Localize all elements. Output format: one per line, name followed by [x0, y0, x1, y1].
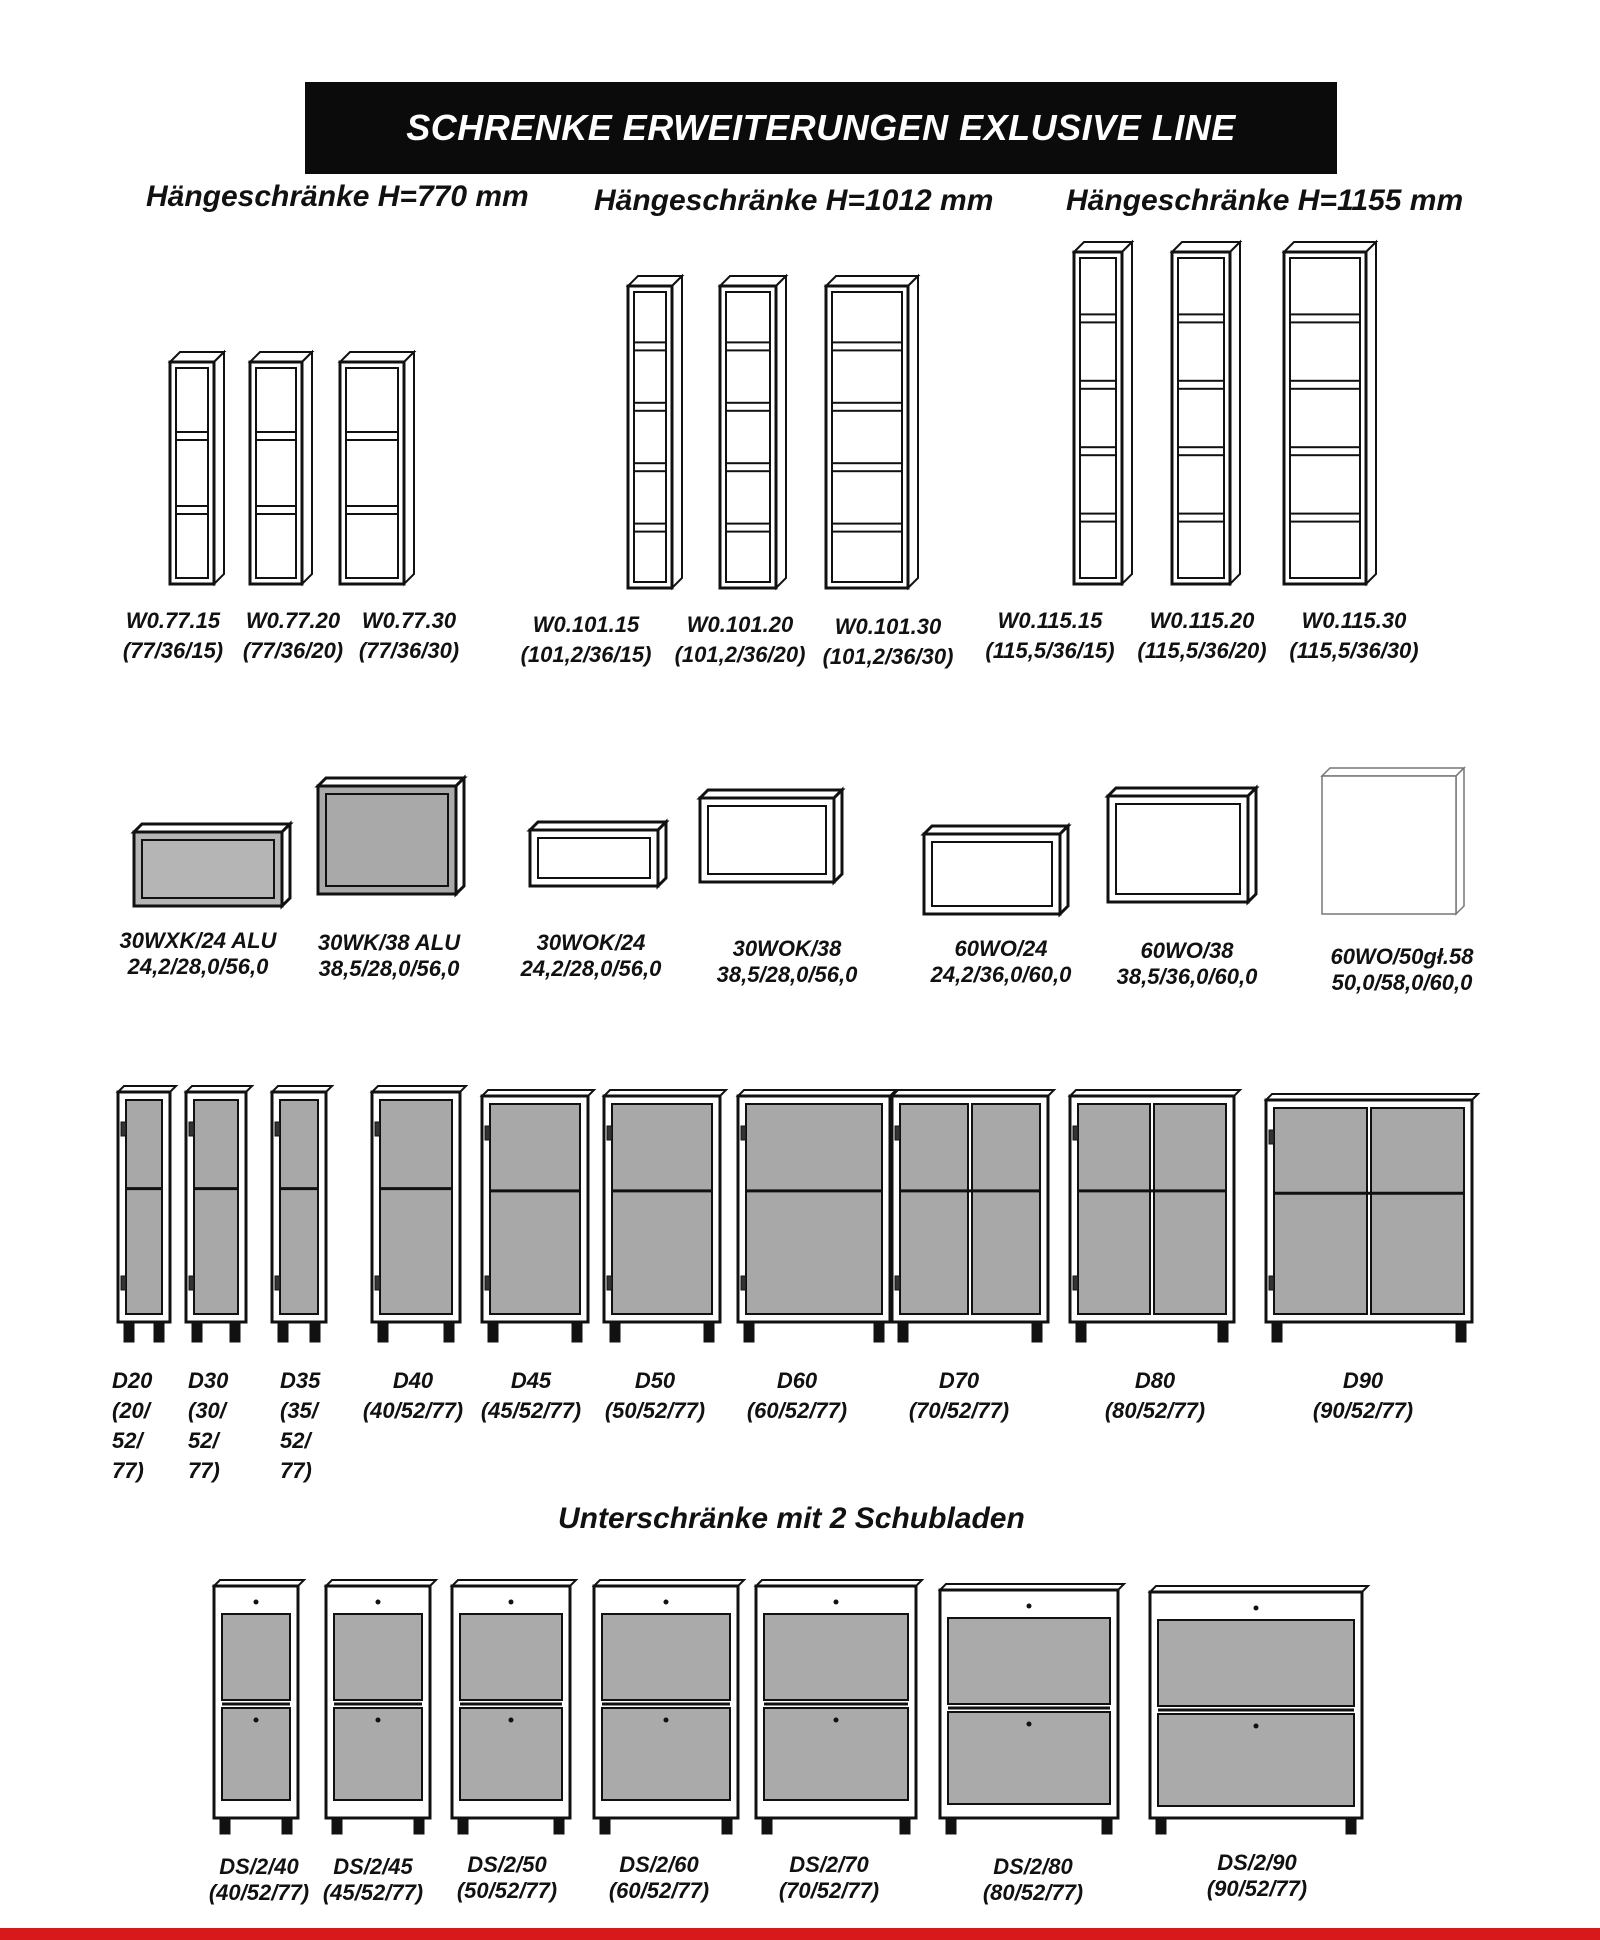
tall-cabinet-8 [1172, 252, 1230, 584]
drawer-handle [509, 1600, 514, 1605]
foot [898, 1322, 908, 1342]
foot [1156, 1818, 1166, 1834]
drawer-handle [1254, 1724, 1259, 1729]
tall-label-8: W0.115.20 (115,5/36/20) [1137, 608, 1267, 663]
foot [154, 1322, 164, 1342]
tall-label-2: W0.77.20 (77/36/20) [242, 608, 344, 663]
base-door [612, 1104, 712, 1314]
shelf [726, 342, 770, 350]
base-door [746, 1104, 882, 1314]
hinge [1073, 1126, 1078, 1140]
foot [220, 1818, 230, 1834]
drawer-top [948, 1618, 1110, 1704]
shelf [1080, 314, 1116, 322]
drawer-handle [664, 1718, 669, 1723]
drawer-top [602, 1614, 730, 1700]
wall-unit-4 [700, 798, 834, 882]
wall-label-4: 30WOK/38 38,5/28,0/56,0 [716, 936, 858, 987]
foot [704, 1322, 714, 1342]
foot [1102, 1818, 1112, 1834]
tall-label-7: W0.115.15 (115,5/36/15) [985, 608, 1115, 663]
base-label-8: D70 (70/52/77) [908, 1368, 1010, 1423]
drawer-handle [834, 1718, 839, 1723]
heading-h1155: Hängeschränke H=1155 mm [1066, 184, 1464, 217]
hinge [121, 1122, 126, 1136]
base-label-9: D80 (80/52/77) [1104, 1368, 1206, 1423]
wall-unit-5 [924, 834, 1060, 914]
foot [900, 1818, 910, 1834]
tall-label-9: W0.115.30 (115,5/36/30) [1289, 608, 1419, 663]
foot [332, 1818, 342, 1834]
drawer-label-6: DS/2/80 (80/52/77) [982, 1854, 1084, 1905]
tall-cabinet-2 [250, 362, 302, 584]
drawer-handle [376, 1600, 381, 1605]
hinge [275, 1122, 280, 1136]
heading-drawers: Unterschränke mit 2 Schubladen [558, 1502, 1025, 1535]
foot [554, 1818, 564, 1834]
tall-cabinet-7 [1074, 252, 1122, 584]
drawer-label-2: DS/2/45 (45/52/77) [322, 1854, 424, 1905]
foot [600, 1818, 610, 1834]
shelf [1080, 514, 1116, 522]
hinge [375, 1122, 380, 1136]
foot [458, 1818, 468, 1834]
wall-unit-2 [318, 786, 456, 894]
drawer-top [460, 1614, 562, 1700]
tall-label-4: W0.101.15 (101,2/36/15) [520, 612, 652, 667]
wall-label-2: 30WK/38 ALU 38,5/28,0/56,0 [317, 930, 461, 981]
shelf [176, 506, 208, 514]
base-label-6: D50 (50/52/77) [604, 1368, 706, 1423]
shelf [1178, 447, 1224, 455]
base-door [194, 1100, 238, 1314]
base-door [490, 1104, 580, 1314]
tall-label-3: W0.77.30 (77/36/30) [358, 608, 460, 663]
base-label-2: D30 (30/ 52/ 77) [188, 1368, 229, 1483]
heading-h1012: Hängeschränke H=1012 mm [594, 184, 994, 217]
shelf [726, 524, 770, 532]
base-door-left [900, 1104, 968, 1314]
shelf [634, 403, 666, 411]
shelf [346, 506, 398, 514]
shelf [1178, 314, 1224, 322]
foot [1346, 1818, 1356, 1834]
shelf [1290, 514, 1360, 522]
base-door [280, 1100, 318, 1314]
shelf [346, 432, 398, 440]
drawer-top [334, 1614, 422, 1700]
base-label-10: D90 (90/52/77) [1312, 1368, 1414, 1423]
hinge [895, 1126, 900, 1140]
hinge [1269, 1130, 1274, 1144]
hinge [895, 1276, 900, 1290]
wall-unit-6 [1108, 796, 1248, 902]
shelf [726, 463, 770, 471]
drawer-top [1158, 1620, 1354, 1706]
foot [1456, 1322, 1466, 1342]
base-label-4: D40 (40/52/77) [362, 1368, 464, 1423]
hinge [485, 1276, 490, 1290]
hinge [607, 1126, 612, 1140]
drawer-label-4: DS/2/60 (60/52/77) [608, 1852, 710, 1903]
heading-h770: Hängeschränke H=770 mm [146, 180, 529, 213]
foot [1272, 1322, 1282, 1342]
shelf [1080, 381, 1116, 389]
shelf [1290, 447, 1360, 455]
shelf [634, 463, 666, 471]
drawer-handle [376, 1718, 381, 1723]
wall-unit-7 [1322, 776, 1456, 914]
foot [572, 1322, 582, 1342]
foot [414, 1818, 424, 1834]
base-door-right [1154, 1104, 1226, 1314]
shelf [634, 524, 666, 532]
shelf [256, 432, 296, 440]
drawer-top [222, 1614, 290, 1700]
foot [722, 1818, 732, 1834]
drawer-handle [1027, 1722, 1032, 1727]
foot [946, 1818, 956, 1834]
hinge [485, 1126, 490, 1140]
hinge [275, 1276, 280, 1290]
wall-label-3: 30WOK/24 24,2/28,0/56,0 [520, 930, 662, 981]
foot [744, 1322, 754, 1342]
shelf [832, 403, 902, 411]
tall-cabinet-5 [720, 286, 776, 588]
base-door [380, 1100, 452, 1314]
tall-label-1: W0.77.15 (77/36/15) [122, 608, 224, 663]
footer-red-line [0, 1928, 1600, 1940]
base-door [126, 1100, 162, 1314]
foot [444, 1322, 454, 1342]
tall-label-5: W0.101.20 (101,2/36/20) [674, 612, 806, 667]
foot [230, 1322, 240, 1342]
drawer-label-3: DS/2/50 (50/52/77) [456, 1852, 558, 1903]
hinge [121, 1276, 126, 1290]
hinge [189, 1122, 194, 1136]
wall-label-7: 60WO/50gł.58 50,0/58,0/60,0 [1330, 944, 1474, 995]
base-door-left [1078, 1104, 1150, 1314]
foot [124, 1322, 134, 1342]
foot [488, 1322, 498, 1342]
page-title: SCHRENKE ERWEITERUNGEN EXLUSIVE LINE [406, 107, 1236, 148]
tall-cabinet-3 [340, 362, 404, 584]
hinge [607, 1276, 612, 1290]
base-label-5: D45 (45/52/77) [480, 1368, 582, 1423]
hinge [375, 1276, 380, 1290]
hinge [741, 1126, 746, 1140]
base-label-3: D35 (35/ 52/ 77) [280, 1368, 321, 1483]
base-door-right [1371, 1108, 1464, 1314]
shelf [1290, 381, 1360, 389]
foot [1076, 1322, 1086, 1342]
drawer-handle [664, 1600, 669, 1605]
drawer-label-5: DS/2/70 (70/52/77) [778, 1852, 880, 1903]
foot [1032, 1322, 1042, 1342]
shelf [256, 506, 296, 514]
drawer-label-1: DS/2/40 (40/52/77) [208, 1854, 310, 1905]
hinge [1073, 1276, 1078, 1290]
hinge [189, 1276, 194, 1290]
drawer-handle [1027, 1604, 1032, 1609]
shelf [832, 524, 902, 532]
shelf [726, 403, 770, 411]
foot [282, 1818, 292, 1834]
foot [378, 1322, 388, 1342]
hinge [1269, 1276, 1274, 1290]
wall-label-5: 60WO/24 24,2/36,0/60,0 [930, 936, 1072, 987]
drawer-handle [254, 1718, 259, 1723]
shelf [176, 432, 208, 440]
foot [192, 1322, 202, 1342]
shelf [1080, 447, 1116, 455]
tall-label-6: W0.101.30 (101,2/36/30) [822, 614, 954, 669]
drawer-handle [509, 1718, 514, 1723]
drawer-label-7: DS/2/90 (90/52/77) [1206, 1850, 1308, 1901]
wall-unit-1 [134, 832, 282, 906]
base-door-right [972, 1104, 1040, 1314]
foot [1218, 1322, 1228, 1342]
wall-unit-top [1322, 768, 1464, 776]
wall-label-6: 60WO/38 38,5/36,0/60,0 [1116, 938, 1258, 989]
foot [310, 1322, 320, 1342]
shelf [832, 463, 902, 471]
wall-label-1: 30WXK/24 ALU 24,2/28,0/56,0 [119, 928, 277, 979]
shelf [832, 342, 902, 350]
base-door-left [1274, 1108, 1367, 1314]
shelf [1290, 314, 1360, 322]
foot [610, 1322, 620, 1342]
hinge [741, 1276, 746, 1290]
shelf [634, 342, 666, 350]
drawer-top [764, 1614, 908, 1700]
tall-cabinet-6 [826, 286, 908, 588]
drawer-handle [834, 1600, 839, 1605]
shelf [1178, 514, 1224, 522]
drawer-handle [1254, 1606, 1259, 1611]
drawer-handle [254, 1600, 259, 1605]
wall-unit-side [1456, 768, 1464, 914]
tall-cabinet-9 [1284, 252, 1366, 584]
shelf [1178, 381, 1224, 389]
foot [278, 1322, 288, 1342]
foot [762, 1818, 772, 1834]
foot [874, 1322, 884, 1342]
base-label-1: D20 (20/ 52/ 77) [112, 1368, 153, 1483]
base-label-7: D60 (60/52/77) [746, 1368, 848, 1423]
